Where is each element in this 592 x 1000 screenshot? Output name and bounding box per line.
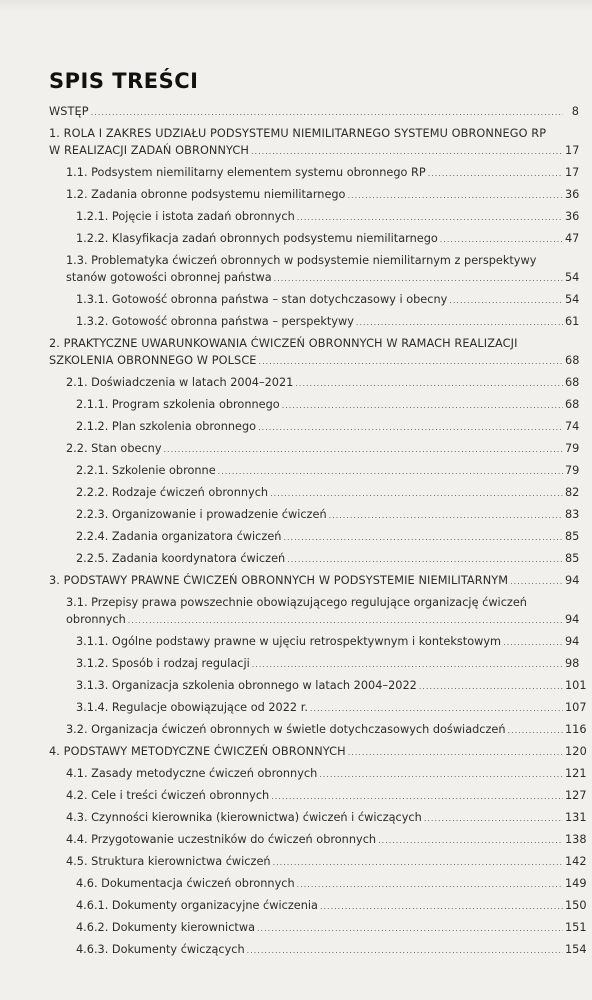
dot-leader: [270, 485, 563, 502]
toc-entry[interactable]: [49, 831, 587, 853]
toc-entry-title: 2.2.2. Rodzaje ćwiczeń obronnych: [76, 486, 269, 499]
toc-page-number: 120: [565, 745, 587, 758]
toc-entry-row: [76, 655, 579, 673]
toc-entry[interactable]: [49, 125, 579, 164]
toc-entry[interactable]: [49, 164, 579, 186]
toc-page-number: 149: [565, 877, 587, 890]
dot-leader: [297, 209, 563, 226]
dot-leader: [218, 463, 563, 480]
toc-entry-title: 4.6.2. Dokumenty kierownictwa: [76, 921, 255, 934]
toc-page-number: 8: [571, 105, 579, 118]
toc-page: [49, 68, 587, 963]
toc-page-number: 101: [565, 679, 587, 692]
toc-entry[interactable]: [49, 677, 587, 699]
toc-entry[interactable]: [49, 655, 579, 677]
toc-page-number: 79: [565, 442, 580, 455]
toc-entry[interactable]: [49, 291, 579, 313]
dot-leader: [320, 898, 563, 915]
toc-entry-row: [76, 462, 579, 480]
toc-entry-title: stanów gotowości obronnej państwa: [66, 271, 272, 284]
dot-leader: [273, 854, 563, 871]
dot-leader: [164, 441, 563, 458]
toc-page-number: 47: [565, 232, 580, 245]
dot-leader: [282, 397, 563, 414]
toc-entry-title: 2.1.2. Plan szkolenia obronnego: [76, 420, 257, 433]
dot-leader: [449, 292, 563, 309]
toc-entry-row: [66, 374, 579, 392]
toc-entry-row: [76, 484, 579, 502]
toc-entry-row: [76, 699, 587, 717]
dot-leader: [295, 375, 563, 392]
dot-leader: [247, 942, 563, 959]
toc-entry-row: [76, 291, 579, 309]
toc-entry-title: 3.1.2. Sposób i rodzaj regulacji: [76, 657, 250, 670]
toc-entry-title: 1.3.2. Gotowość obronna państwa – perspektywy: [76, 315, 354, 328]
toc-entry[interactable]: [49, 594, 579, 633]
toc-entry-row: [66, 765, 587, 783]
toc-entry[interactable]: [49, 809, 587, 831]
page-shadow: [0, 0, 592, 12]
toc-page-number: 98: [565, 657, 580, 670]
toc-entry-title: 2.1.1. Program szkolenia obronnego: [76, 398, 280, 411]
toc-entry-title-line: 2. PRAKTYCZNE UWARUNKOWANIA ĆWICZEŃ OBRONNYCH W RAMACH REALIZACJI: [49, 337, 518, 350]
toc-entry[interactable]: [49, 787, 587, 809]
toc-entry[interactable]: [49, 506, 579, 528]
toc-entry[interactable]: [49, 721, 587, 743]
dot-leader: [258, 419, 563, 436]
toc-page-number: 94: [565, 635, 580, 648]
toc-entry-row: [76, 897, 587, 915]
toc-entry-title: 3.2. Organizacja ćwiczeń obronnych w świetle dotychczasowych doświadczeń: [66, 723, 506, 736]
toc-entry-title: 3. PODSTAWY PRAWNE ĆWICZEŃ OBRONNYCH W PODSYSTEMIE NIEMILITARNYM: [49, 574, 509, 587]
toc-entry-row: [66, 186, 579, 204]
toc-entry-title-line: 3.1. Przepisy prawa powszechnie obowiązującego regulujące organizację ćwiczeń: [66, 596, 527, 609]
toc-page-number: 107: [565, 701, 587, 714]
toc-entry-title: 1.2.2. Klasyfikacja zadań obronnych podsystemu niemilitarnego: [76, 232, 438, 245]
toc-entry-title: W REALIZACJI ZADAŃ OBRONNYCH: [49, 144, 249, 157]
toc-entry-title: 3.1.3. Organizacja szkolenia obronnego w latach 2004–2022: [76, 679, 417, 692]
dot-leader: [428, 165, 563, 182]
toc-entry-row: [76, 528, 579, 546]
toc-entry-row: [76, 208, 579, 226]
dot-leader: [271, 788, 563, 805]
toc-page-number: 154: [565, 943, 587, 956]
toc-entry[interactable]: [49, 335, 579, 374]
toc-entry-row: [49, 352, 579, 370]
toc-entry[interactable]: [49, 941, 587, 963]
toc-entry-row: [76, 633, 579, 651]
toc-entry-title: 2.2.3. Organizowanie i prowadzenie ćwiczeń: [76, 508, 327, 521]
toc-entry[interactable]: [49, 528, 579, 550]
toc-page-number: 138: [565, 833, 587, 846]
page-title: SPIS TREŚCI: [49, 69, 199, 93]
toc-entry[interactable]: [49, 230, 579, 252]
toc-page-number: 68: [565, 376, 580, 389]
toc-entry-title: 4.6. Dokumentacja ćwiczeń obronnych: [76, 877, 295, 890]
toc-entry-title: 1.3.1. Gotowość obronna państwa – stan dotychczasowy i obecny: [76, 293, 448, 306]
toc-page-number: 85: [565, 552, 580, 565]
dot-leader: [259, 353, 563, 370]
dot-leader: [257, 920, 563, 937]
dot-leader: [274, 270, 563, 287]
toc-entry-row: [76, 919, 587, 937]
toc-entry-title-line: 1. ROLA I ZAKRES UDZIAŁU PODSYSTEMU NIEMILITARNEGO SYSTEMU OBRONNEGO RP: [49, 127, 547, 140]
toc-entry-row: [76, 230, 579, 248]
toc-entry-title: obronnych: [66, 613, 126, 626]
toc-page-number: 68: [565, 354, 580, 367]
dot-leader: [319, 766, 563, 783]
toc-entry-row: [66, 440, 579, 458]
toc-entry-title: 1.1. Podsystem niemilitarny elementem systemu obronnego RP: [66, 166, 426, 179]
dot-leader: [419, 678, 563, 695]
toc-entry[interactable]: [49, 103, 579, 125]
toc-entry[interactable]: [49, 699, 587, 721]
toc-entry[interactable]: [49, 208, 579, 230]
toc-entry-row: [66, 269, 579, 287]
toc-entry[interactable]: [49, 765, 587, 787]
dot-leader: [251, 143, 563, 160]
toc-entry[interactable]: [49, 853, 587, 875]
toc-page-number: 36: [565, 210, 580, 223]
toc-entry-row: [66, 721, 587, 739]
toc-page-number: 131: [565, 811, 587, 824]
toc-entry-title: 3.1.4. Regulacje obowiązujące od 2022 r.: [76, 701, 308, 714]
toc-entry-row: [76, 875, 587, 893]
toc-page-number: 127: [565, 789, 587, 802]
toc-entry-title-line: 1.3. Problematyka ćwiczeń obronnych w podsystemie niemilitarnym z perspektywy: [66, 254, 537, 267]
toc-entry-title: 4.6.3. Dokumenty ćwiczących: [76, 943, 245, 956]
toc-entry-row: [49, 743, 587, 761]
dot-leader: [348, 744, 563, 761]
dot-leader: [128, 612, 563, 629]
dot-leader: [310, 700, 563, 717]
toc-entry-title: 1.2. Zadania obronne podsystemu niemilitarnego: [66, 188, 346, 201]
toc-entry-row: [66, 611, 579, 629]
toc-entry-row: [49, 572, 579, 590]
toc-entry[interactable]: [49, 919, 587, 941]
toc-entry-row: [76, 677, 587, 695]
toc-page-number: 85: [565, 530, 580, 543]
toc-entry-title: 4.3. Czynności kierownika (kierownictwa) ćwiczeń i ćwiczących: [66, 811, 422, 824]
toc-entry[interactable]: [49, 313, 579, 335]
toc-entry[interactable]: [49, 252, 579, 291]
toc-page-number: 121: [565, 767, 587, 780]
toc-page-number: 61: [565, 315, 580, 328]
dot-leader: [378, 832, 563, 849]
toc-entry[interactable]: [49, 550, 579, 572]
toc-entry-title: 2.1. Doświadczenia w latach 2004–2021: [66, 376, 294, 389]
toc-entry[interactable]: [49, 418, 579, 440]
toc-page-number: 17: [565, 166, 580, 179]
toc-entry-title: 1.2.1. Pojęcie i istota zadań obronnych: [76, 210, 295, 223]
toc-entry-title: 4. PODSTAWY METODYCZNE ĆWICZEŃ OBRONNYCH: [49, 745, 346, 758]
toc-entry[interactable]: [49, 462, 579, 484]
toc-entry-title: 2.2.5. Zadania koordynatora ćwiczeń: [76, 552, 286, 565]
toc-entry[interactable]: [49, 633, 579, 655]
toc-entry[interactable]: [49, 743, 587, 765]
toc-entry[interactable]: [49, 440, 579, 462]
toc-entry-row: [76, 418, 579, 436]
toc-entry-row: [76, 313, 579, 331]
toc-page-number: 151: [565, 921, 587, 934]
toc-entry-row: [66, 787, 587, 805]
dot-leader: [508, 722, 563, 739]
toc-entry-row: [49, 142, 579, 160]
toc-entry-row: [76, 396, 579, 414]
toc-entry-row: [76, 941, 587, 959]
dot-leader: [297, 876, 563, 893]
toc-entry-row: [76, 550, 579, 568]
toc-entry[interactable]: [49, 374, 579, 396]
toc-page-number: 74: [565, 420, 580, 433]
toc-page-number: 94: [565, 613, 580, 626]
dot-leader: [440, 231, 563, 248]
toc-entry-row: [66, 164, 579, 182]
toc-entry[interactable]: [49, 572, 579, 594]
dot-leader: [356, 314, 563, 331]
dot-leader: [503, 634, 563, 651]
toc-entry-title: 2.2.4. Zadania organizatora ćwiczeń: [76, 530, 282, 543]
dot-leader: [424, 810, 563, 827]
toc-page-number: 54: [565, 293, 580, 306]
toc-entry-title: WSTĘP: [49, 105, 89, 118]
toc-page-number: 79: [565, 464, 580, 477]
toc-page-number: 150: [565, 899, 587, 912]
toc-list: [49, 103, 587, 963]
toc-entry-row: [66, 853, 587, 871]
toc-entry[interactable]: [49, 484, 579, 506]
toc-page-number: 17: [565, 144, 580, 157]
dot-leader: [91, 104, 563, 121]
toc-entry-title: 4.6.1. Dokumenty organizacyjne ćwiczenia: [76, 899, 318, 912]
toc-page-number: 54: [565, 271, 580, 284]
toc-entry-title: SZKOLENIA OBRONNEGO W POLSCE: [49, 354, 257, 367]
toc-entry-row: [76, 506, 579, 524]
toc-entry-title: 4.1. Zasady metodyczne ćwiczeń obronnych: [66, 767, 318, 780]
toc-page-number: 36: [565, 188, 580, 201]
toc-page-number: 68: [565, 398, 580, 411]
toc-entry-title: 4.4. Przygotowanie uczestników do ćwiczeń obronnych: [66, 833, 377, 846]
toc-entry-row: [66, 809, 587, 827]
toc-page-number: 94: [565, 574, 580, 587]
toc-entry[interactable]: [49, 186, 579, 208]
toc-entry-title: 4.5. Struktura kierownictwa ćwiczeń: [66, 855, 271, 868]
toc-entry-title: 2.2. Stan obecny: [66, 442, 162, 455]
toc-page-number: 116: [565, 723, 587, 736]
toc-page-number: 82: [565, 486, 580, 499]
toc-entry-title: 4.2. Cele i treści ćwiczeń obronnych: [66, 789, 270, 802]
dot-leader: [283, 529, 563, 546]
toc-entry[interactable]: [49, 396, 579, 418]
dot-leader: [510, 573, 563, 590]
toc-entry-row: [66, 831, 587, 849]
toc-entry[interactable]: [49, 897, 587, 919]
toc-page-number: 142: [565, 855, 587, 868]
dot-leader: [252, 656, 563, 673]
dot-leader: [329, 507, 563, 524]
toc-page-number: 83: [565, 508, 580, 521]
dot-leader: [347, 187, 563, 204]
toc-entry-row: [49, 103, 579, 121]
toc-entry-title: 3.1.1. Ogólne podstawy prawne w ujęciu retrospektywnym i kontekstowym: [76, 635, 502, 648]
toc-entry[interactable]: [49, 875, 587, 897]
dot-leader: [287, 551, 563, 568]
toc-entry-title: 2.2.1. Szkolenie obronne: [76, 464, 216, 477]
